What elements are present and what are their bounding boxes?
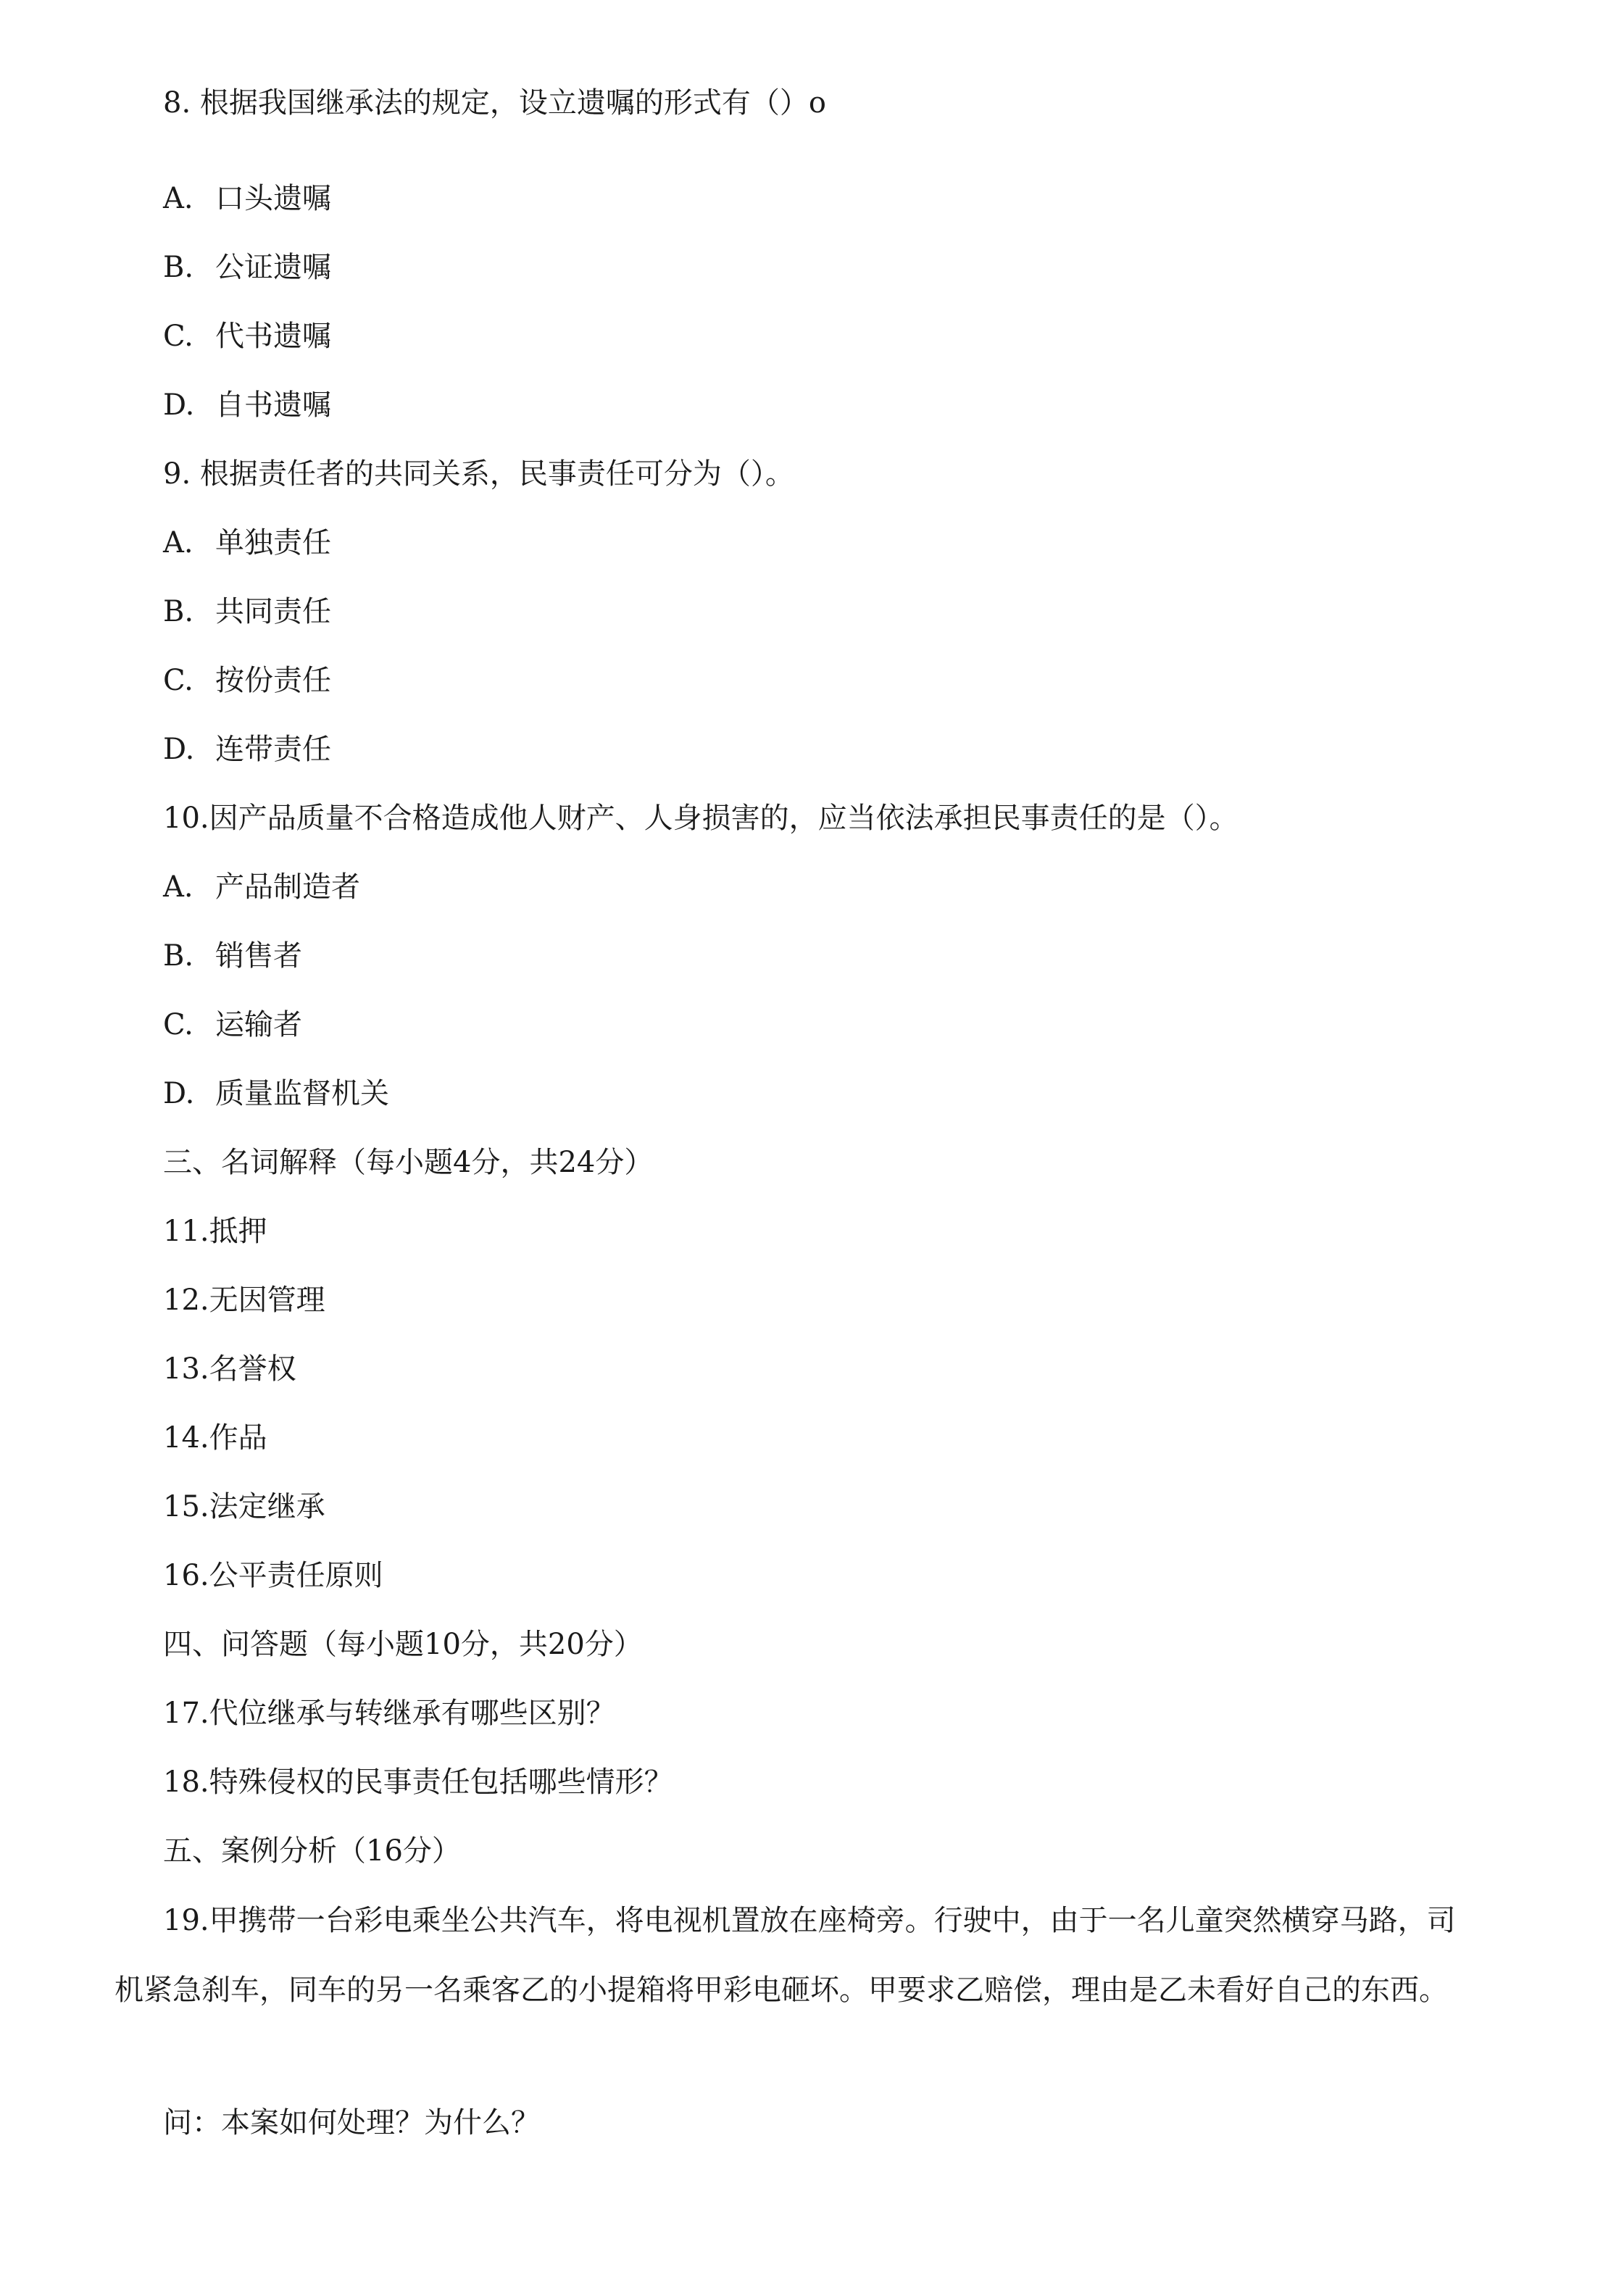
option-text: 按份责任 xyxy=(215,664,331,697)
section-5-heading: 五、案例分析（16分） xyxy=(163,1834,461,1868)
option-text: 公证遗嘱 xyxy=(215,251,331,284)
option-text: 代书遗嘱 xyxy=(215,320,331,353)
option-letter: C. xyxy=(163,320,193,353)
term-item: 14.作品 xyxy=(163,1421,267,1455)
option-letter: A. xyxy=(163,870,193,904)
question-10-option-c xyxy=(163,1007,302,1042)
case-question: 问：本案如何处理？为什么？ xyxy=(163,2106,540,2139)
term-item: 11.抵押 xyxy=(163,1215,267,1248)
question-10-option-b xyxy=(163,939,302,973)
question-10-option-a xyxy=(163,870,360,904)
option-text: 销售者 xyxy=(215,939,302,973)
question-10-stem: 10.因产品质量不合格造成他人财产、人身损害的，应当依法承担民事责任的是（）。 xyxy=(163,802,1239,835)
option-letter: B. xyxy=(163,939,194,973)
question-item: 17.代位继承与转继承有哪些区别？ xyxy=(163,1697,615,1730)
question-9-option-d xyxy=(163,732,331,767)
option-text: 产品制造者 xyxy=(215,870,360,904)
question-9-stem: 9. 根据责任者的共同关系，民事责任可分为（）。 xyxy=(163,457,794,491)
term-item: 13.名誉权 xyxy=(163,1352,296,1386)
question-8-option-c xyxy=(163,319,331,354)
case-text: 19.甲携带一台彩电乘坐公共汽车，将电视机置放在座椅旁。行驶中，由于一名儿童突然横穿马路，司机紧急刹车，同车的另一名乘客乙的小提箱将甲彩电砸坏。甲要求乙赔偿，理由是乙未看好自己的东西。 xyxy=(115,1904,1456,2007)
option-text: 口头遗嘱 xyxy=(215,182,331,215)
term-item: 15.法定继承 xyxy=(163,1490,325,1523)
option-text: 共同责任 xyxy=(215,595,331,628)
question-8-option-a xyxy=(163,181,331,216)
option-letter: B. xyxy=(163,251,194,284)
option-letter: D. xyxy=(163,388,195,422)
term-item: 12.无因管理 xyxy=(163,1284,325,1317)
option-text: 单独责任 xyxy=(215,526,331,560)
option-text: 运输者 xyxy=(215,1008,302,1041)
option-letter: C. xyxy=(163,664,193,697)
option-text: 自书遗嘱 xyxy=(215,388,331,422)
option-text: 连带责任 xyxy=(215,733,331,766)
option-letter: D. xyxy=(163,733,195,766)
question-8-option-d xyxy=(163,388,331,423)
question-9-option-b xyxy=(163,594,331,629)
question-9-option-c xyxy=(163,663,331,698)
question-8-option-b xyxy=(163,250,331,285)
question-10-option-d xyxy=(163,1076,389,1111)
option-letter: B. xyxy=(163,595,194,628)
question-9-option-a xyxy=(163,525,331,560)
question-8-stem: 8. 根据我国继承法的规定，设立遗嘱的形式有（）o xyxy=(163,86,826,120)
question-item: 18.特殊侵权的民事责任包括哪些情形？ xyxy=(163,1765,673,1799)
option-letter: A. xyxy=(163,182,193,215)
option-letter: C. xyxy=(163,1008,193,1041)
section-3-heading: 三、名词解释（每小题4分，共24分） xyxy=(163,1146,654,1179)
option-letter: A. xyxy=(163,526,193,560)
section-4-heading: 四、问答题（每小题10分，共20分） xyxy=(163,1628,643,1661)
option-text: 质量监督机关 xyxy=(215,1077,389,1110)
term-item: 16.公平责任原则 xyxy=(163,1559,383,1592)
option-letter: D. xyxy=(163,1077,195,1110)
